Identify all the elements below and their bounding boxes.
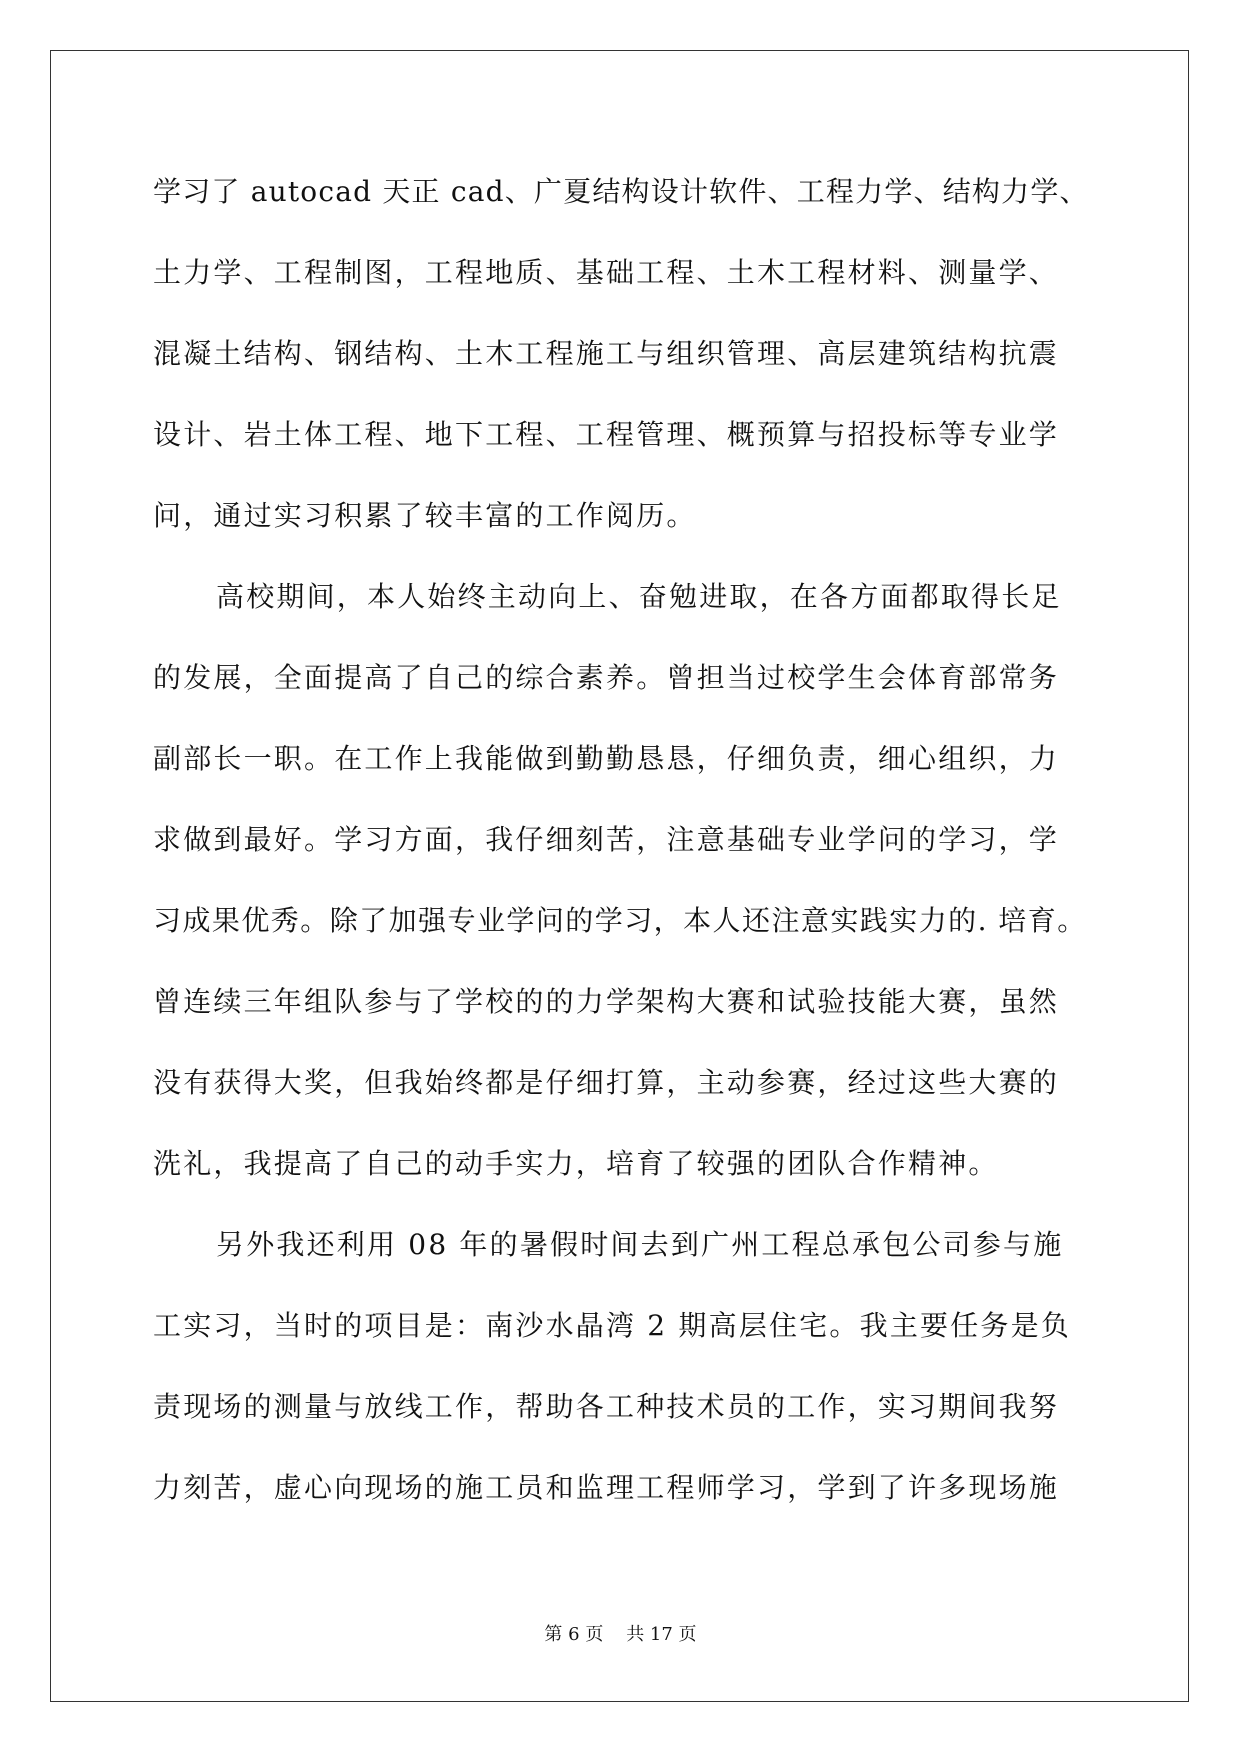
paragraph-line: 设计、岩土体工程、地下工程、工程管理、概预算与招投标等专业学 [153, 418, 1060, 451]
paragraph-line: 土力学、工程制图，工程地质、基础工程、土木工程材料、测量学、 [153, 256, 1060, 289]
paragraph-line: 曾连续三年组队参与了学校的的力学架构大赛和试验技能大赛，虽然 [153, 985, 1060, 1018]
paragraph-line: 工实习，当时的项目是：南沙水晶湾 2 期高层住宅。我主要任务是负 [153, 1309, 1072, 1342]
paragraph-line: 力刻苦，虚心向现场的施工员和监理工程师学习，学到了许多现场施 [153, 1471, 1060, 1504]
paragraph-line: 的发展，全面提高了自己的综合素养。曾担当过校学生会体育部常务 [153, 661, 1060, 694]
paragraph-line: 责现场的测量与放线工作，帮助各工种技术员的工作，实习期间我努 [153, 1390, 1060, 1423]
paragraph-line: 高校期间，本人始终主动向上、奋勉进取，在各方面都取得长足 [216, 580, 1062, 613]
paragraph-line: 问，通过实习积累了较丰富的工作阅历。 [153, 499, 697, 532]
paragraph-line: 混凝土结构、钢结构、土木工程施工与组织管理、高层建筑结构抗震 [153, 337, 1060, 370]
paragraph-line: 副部长一职。在工作上我能做到勤勤恳恳，仔细负责，细心组织，力 [153, 742, 1060, 775]
page-number-footer: 第 6 页 共 17 页 [544, 1624, 697, 1645]
page-border [50, 50, 1189, 1702]
paragraph-line: 没有获得大奖，但我始终都是仔细打算，主动参赛，经过这些大赛的 [153, 1066, 1060, 1099]
paragraph-line: 洗礼，我提高了自己的动手实力，培育了较强的团队合作精神。 [153, 1147, 999, 1180]
paragraph-line: 学习了 autocad 天正 cad、广夏结构设计软件、工程力学、结构力学、 [153, 175, 1089, 208]
paragraph-line: 求做到最好。学习方面，我仔细刻苦，注意基础专业学问的学习，学 [153, 823, 1060, 856]
paragraph-line: 习成果优秀。除了加强专业学问的学习，本人还注意实践实力的. 培育。 [153, 904, 1087, 937]
paragraph-line: 另外我还利用 08 年的暑假时间去到广州工程总承包公司参与施 [216, 1228, 1064, 1261]
